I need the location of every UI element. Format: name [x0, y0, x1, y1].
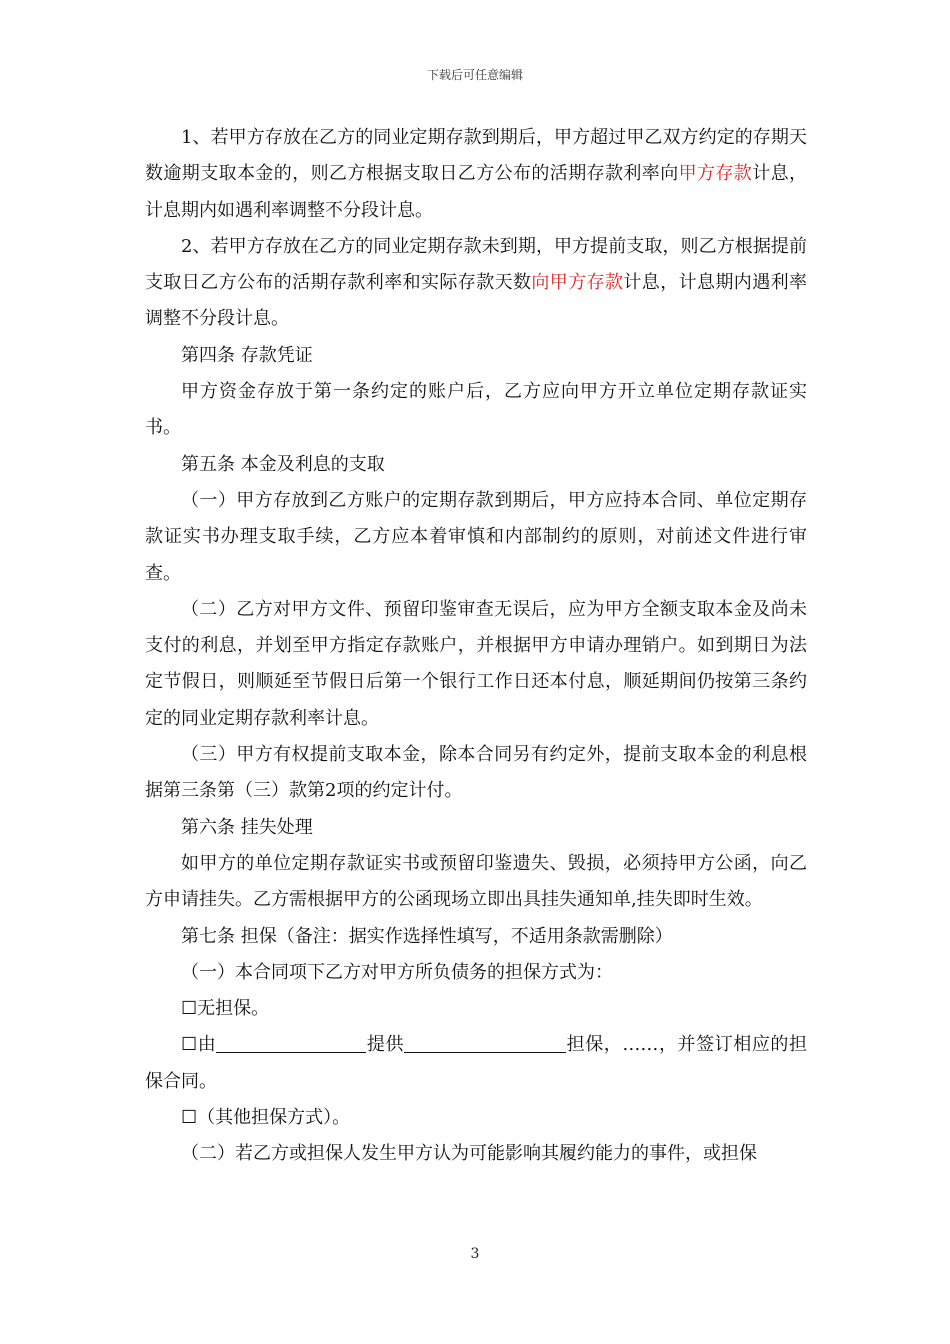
- article-4-body: 甲方资金存放于第一条约定的账户后，乙方应向甲方开立单位定期存款证实书。: [145, 381, 807, 439]
- article-7-item-2: （二）若乙方或担保人发生甲方认为可能影响其履约能力的事件，或担保: [181, 1143, 757, 1165]
- option-guarantor-tail: 担保，……，并签订相应的担保合同。: [145, 1034, 808, 1092]
- clause-2: [145, 229, 807, 338]
- article-5-item-1: （一）甲方存放到乙方账户的定期存款到期后，甲方应持本合同、单位定期存款证实书办理支取手续，乙方应本着审慎和内部制约的原则，对前述文件进行审查。: [145, 489, 807, 584]
- option-guarantor-mid: 提供: [366, 1034, 405, 1056]
- article-6-title: 第六条 挂失处理: [181, 816, 313, 838]
- article-7-title: 第七条 担保（备注：据实作选择性填写，不适用条款需删除）: [181, 925, 673, 947]
- option-guarantor: [145, 1027, 807, 1100]
- article-7-item-1: （一）本合同项下乙方对甲方所负债务的担保方式为：: [181, 961, 613, 983]
- article-5-title: 第五条 本金及利息的支取: [181, 453, 385, 475]
- clause-2-text: 2、若甲方存放在乙方的同业定期存款未到期，甲方提前支取，则乙方根据提前支取日乙方公布的活期存款利率和实际存款天数: [145, 235, 807, 294]
- clause-1: [145, 120, 807, 229]
- article-4-title: 第四条 存款凭证: [181, 344, 313, 366]
- clause-2-highlight: 向甲方存款: [531, 272, 624, 294]
- document-body: [145, 120, 807, 1173]
- article-5-item-2: （二）乙方对甲方文件、预留印鉴审查无误后，应为甲方全额支取本金及尚未支付的利息，并划至甲方指定存款账户，并根据甲方申请办理销户。如到期日为法定节假日，则顺延至节假日后第一个银行工作日还本付息，顺延期间仍按第三条约定的同业定期存款利率计息。: [145, 598, 807, 729]
- clause-1-text: 1、若甲方存放在乙方的同业定期存款到期后，甲方超过甲乙双方约定的存期天数逾期支取本金的，则乙方根据支取日乙方公布的活期存款利率向: [145, 127, 807, 185]
- page-number: 3: [470, 1246, 480, 1262]
- option-guarantor-prefix: ☐由: [181, 1034, 217, 1056]
- guarantee-type-blank: [404, 1030, 566, 1053]
- clause-2-tail: 计息，计息期内遇利率调整不分段计息。: [145, 272, 808, 330]
- option-no-guarantee: ☐无担保。: [181, 998, 270, 1020]
- page-header: 下载后可任意编辑: [426, 68, 523, 82]
- article-6-body: 如甲方的单位定期存款证实书或预留印鉴遗失、毁损，必须持甲方公函，向乙方申请挂失。乙方需根据甲方的公函现场立即出具挂失通知单,挂失即时生效。: [145, 852, 807, 911]
- article-5-item-3: （三）甲方有权提前支取本金，除本合同另有约定外，提前支取本金的利息根据第三条第（三）款第2项的约定计付。: [145, 744, 807, 802]
- clause-1-tail: 计息，计息期内如遇利率调整不分段计息。: [145, 163, 808, 221]
- option-other-guarantee: ☐（其他担保方式）。: [181, 1107, 351, 1129]
- guarantor-blank: [216, 1030, 366, 1053]
- clause-1-highlight: 甲方存款: [678, 163, 753, 185]
